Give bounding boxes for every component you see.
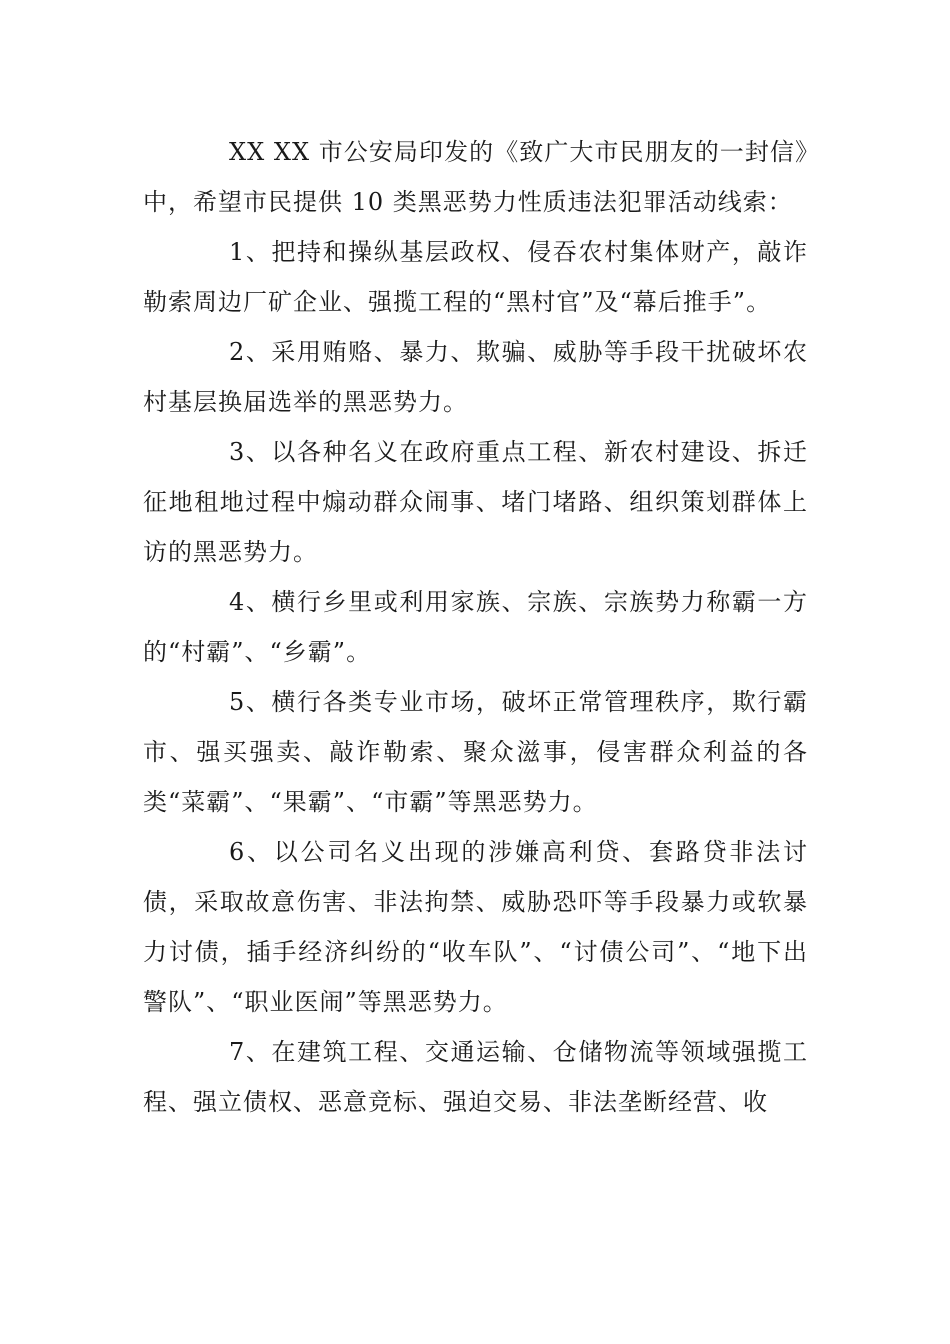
list-item-6: 6、以公司名义出现的涉嫌高利贷、套路贷非法讨债，采取故意伤害、非法拘禁、威胁恐吓等手段暴力或软暴力讨债，插手经济纠纷的“收车队”、“讨债公司”、“地下出警队”、“职业医闹”等黑恶势力。: [143, 838, 808, 1016]
list-item-7: 7、在建筑工程、交通运输、仓储物流等领域强揽工程、强立债权、恶意竞标、强迫交易、非法垄断经营、收: [143, 1038, 808, 1116]
list-item-2: 2、采用贿赂、暴力、欺骗、威胁等手段干扰破坏农村基层换届选举的黑恶势力。: [143, 338, 808, 416]
list-item-3: 3、以各种名义在政府重点工程、新农村建设、拆迁征地租地过程中煽动群众闹事、堵门堵路、组织策划群体上访的黑恶势力。: [143, 438, 808, 566]
intro-paragraph: XX XX 市公安局印发的《致广大市民朋友的一封信》中，希望市民提供 10 类黑恶势力性质违法犯罪活动线索：: [143, 138, 808, 216]
list-item-4: 4、横行乡里或利用家族、宗族、宗族势力称霸一方的“村霸”、“乡霸”。: [143, 588, 808, 666]
document-body: [143, 127, 808, 1127]
list-item-1: 1、把持和操纵基层政权、侵吞农村集体财产，敲诈勒索周边厂矿企业、强揽工程的“黑村官”及“幕后推手”。: [143, 238, 808, 316]
list-item-5: 5、横行各类专业市场，破坏正常管理秩序，欺行霸市、强买强卖、敲诈勒索、聚众滋事，侵害群众利益的各类“菜霸”、“果霸”、“市霸”等黑恶势力。: [143, 688, 808, 816]
